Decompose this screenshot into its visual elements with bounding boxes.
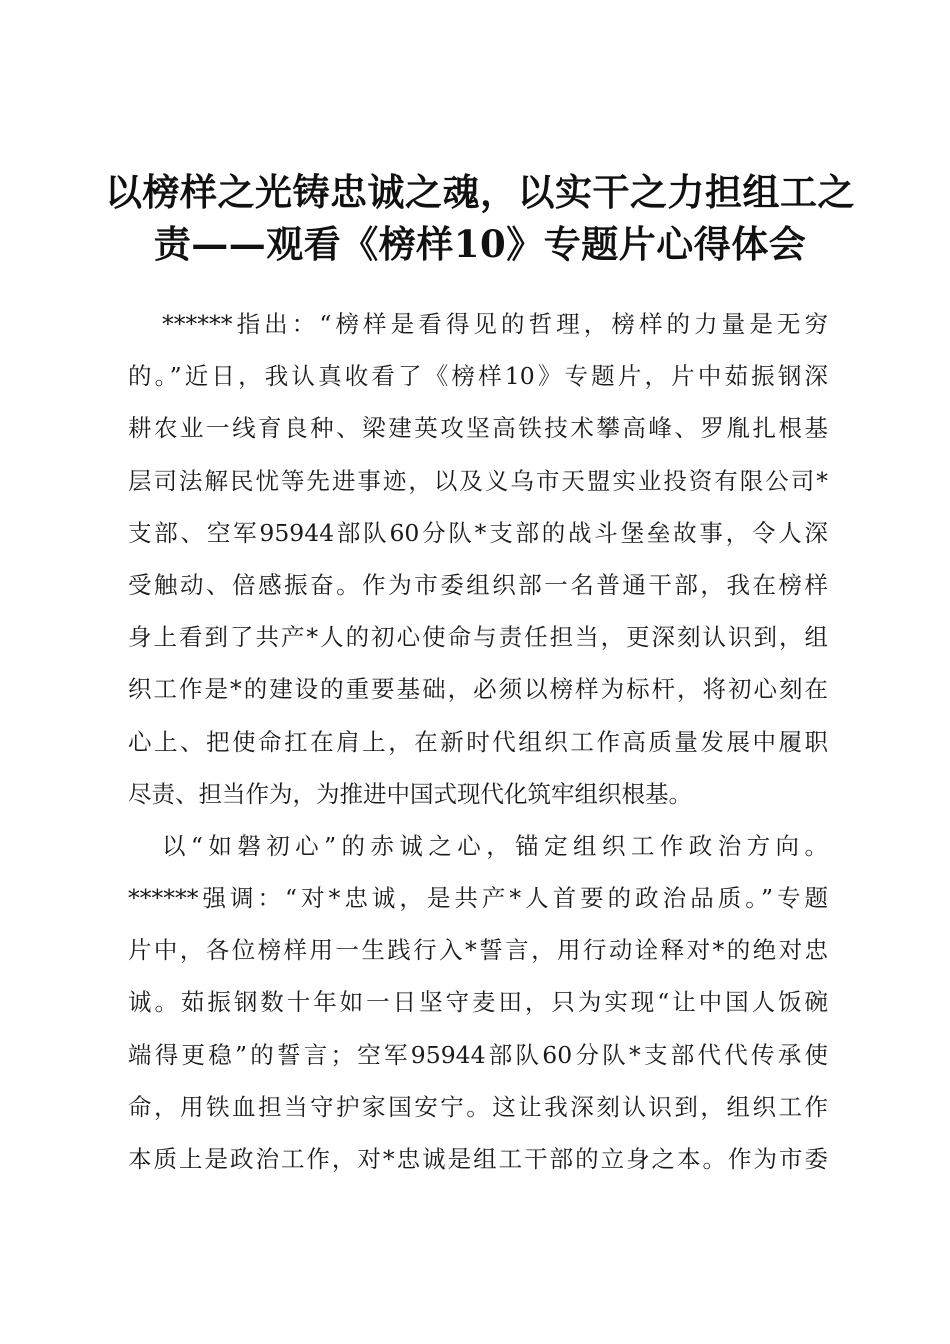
paragraph-2 — [128, 820, 828, 1185]
paragraph-line: ******指出：“榜样是看得见的哲理，榜样的力量是无穷 — [162, 310, 828, 338]
paragraph-line: 层司法解民忧等先进事迹，以及义乌市天盟实业投资有限公司* — [128, 466, 828, 495]
title-line-2: 责——观看《榜样10》专题片心得体会 — [153, 222, 807, 266]
paragraph-line: 耕农业一线育良种、梁建英攻坚高铁技术攀高峰、罗胤扎根基 — [128, 414, 828, 443]
paragraph-line: 尽责、担当作为，为推进中国式现代化筑牢组织根基。 — [128, 779, 692, 808]
paragraph-line: 本质上是政治工作，对*忠诚是组工干部的立身之本。作为市委 — [128, 1145, 828, 1173]
document-body — [128, 298, 828, 1185]
paragraph-line: 片中，各位榜样用一生践行入*誓言，用行动诠释对*的绝对忠 — [128, 936, 828, 965]
paragraph-line: 织工作是*的建设的重要基础，必须以榜样为标杆，将初心刻在 — [128, 675, 828, 704]
paragraph-line: 受触动、倍感振奋。作为市委组织部一名普通干部，我在榜样 — [128, 570, 828, 599]
document-title — [100, 166, 860, 270]
paragraph-line: 身上看到了共产*人的初心使命与责任担当，更深刻认识到，组 — [128, 623, 828, 652]
paragraph-line: 命，用铁血担当守护家国安宁。这让我深刻认识到，组织工作 — [128, 1092, 828, 1121]
paragraph-line: 支部、空军95944部队60分队*支部的战斗堡垒故事，令人深 — [128, 518, 828, 547]
paragraph-line: 诚。茹振钢数十年如一日坚守麦田，只为实现“让中国人饭碗 — [128, 988, 828, 1017]
paragraph-1 — [128, 298, 828, 820]
paragraph-line: 心上、把使命扛在肩上，在新时代组织工作高质量发展中履职 — [128, 727, 828, 756]
paragraph-line: ******强调：“对*忠诚，是共产*人首要的政治品质。”专题 — [128, 884, 828, 913]
paragraph-line: 以“如磐初心”的赤诚之心，锚定组织工作政治方向。 — [162, 831, 828, 860]
paragraph-line: 的。”近日，我认真收看了《榜样10》专题片，片中茹振钢深 — [128, 362, 828, 391]
title-line-1: 以榜样之光铸忠诚之魂，以实干之力担组工之 — [105, 170, 855, 214]
paragraph-line: 端得更稳”的誓言；空军95944部队60分队*支部代代传承使 — [128, 1040, 828, 1069]
